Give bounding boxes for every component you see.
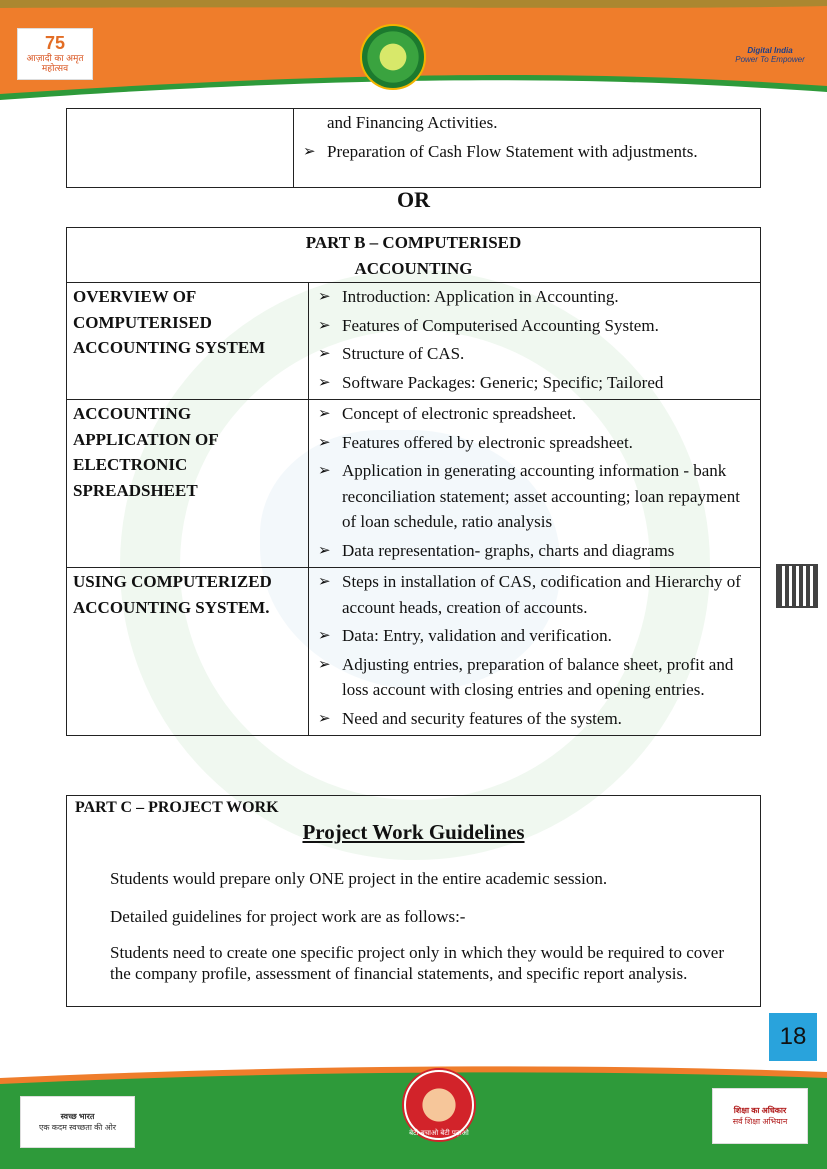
state-emblem-icon — [360, 24, 426, 90]
list-item: ➢ Preparation of Cash Flow Statement with adjustments. — [301, 139, 753, 165]
continuation-table — [66, 108, 761, 188]
points-cell — [309, 283, 761, 400]
points-cell — [309, 400, 761, 568]
paragraph: Detailed guidelines for project work are as follows:- — [110, 907, 466, 926]
digital-india-text: Digital India — [747, 46, 793, 55]
digital-india-logo — [733, 38, 807, 72]
or-separator: OR — [397, 187, 430, 212]
list-item: ➢ Data: Entry, validation and verification. — [316, 623, 753, 649]
list-item: ➢ Concept of electronic spreadsheet. — [316, 401, 753, 427]
list-item: and Financing Activities. — [327, 113, 498, 132]
table-row — [67, 400, 761, 568]
points-cell — [309, 568, 761, 736]
part-b-table — [66, 227, 761, 736]
swachh-bharat-tagline: एक कदम स्वच्छता की ओर — [38, 1123, 117, 1132]
list-item: ➢ Features offered by electronic spreadsheet. — [316, 430, 753, 456]
part-b-title-line2: ACCOUNTING — [354, 259, 473, 278]
logo-number: 75 — [44, 33, 66, 54]
topic-cell: ACCOUNTING APPLICATION OF ELECTRONIC SPREADSHEET — [67, 400, 309, 568]
qr-code-icon[interactable] — [776, 564, 818, 608]
table-row — [67, 568, 761, 736]
list-item: ➢ Features of Computerised Accounting System. — [316, 313, 753, 339]
beti-bachao-logo — [404, 1070, 474, 1140]
rte-sub: सर्व शिक्षा अभियान — [732, 1117, 788, 1126]
paragraph: Students need to create one specific project only in which they would be required to cover the company profile, assessment of financial statements, and specific report analysis. — [110, 943, 724, 983]
empty-topic-cell — [67, 109, 294, 188]
list-item: ➢ Application in generating accounting information - bank reconciliation statement; asset accounting; loan repayment of loan schedule, ratio analysis — [316, 458, 753, 535]
list-item: ➢ Software Packages: Generic; Specific; Tailored — [316, 370, 753, 396]
part-c-label: PART C – PROJECT WORK — [75, 799, 279, 816]
list-item: ➢ Introduction: Application in Accounting. — [316, 284, 753, 310]
part-c-box — [66, 795, 761, 1007]
table-row — [67, 283, 761, 400]
list-item: ➢ Structure of CAS. — [316, 341, 753, 367]
beti-bachao-text: बेटी बचाओ बेटी पढ़ाओ — [409, 1129, 469, 1137]
right-to-education-logo — [712, 1088, 808, 1144]
list-item: ➢ Data representation- graphs, charts and diagrams — [316, 538, 753, 564]
rte-text: शिक्षा का अधिकार — [733, 1106, 787, 1115]
part-b-heading — [67, 228, 761, 283]
continuation-points — [294, 109, 761, 188]
page-number: 18 — [769, 1013, 817, 1061]
topic-cell: OVERVIEW OF COMPUTERISED ACCOUNTING SYSTEM — [67, 283, 309, 400]
project-work-title: Project Work Guidelines — [302, 820, 525, 844]
part-b-title-line1: PART B – COMPUTERISED — [305, 233, 522, 252]
swachh-bharat-text: स्वच्छ भारत — [60, 1112, 95, 1121]
swachh-bharat-logo — [20, 1096, 135, 1148]
paragraph: Students would prepare only ONE project in the entire academic session. — [110, 869, 608, 888]
list-item: ➢ Need and security features of the system. — [316, 706, 753, 732]
logo-text: आज़ादी का अमृत महोत्सव — [26, 53, 84, 73]
topic-cell: USING COMPUTERIZED ACCOUNTING SYSTEM. — [67, 568, 309, 736]
digital-india-tagline: Power To Empower — [735, 55, 805, 64]
list-item: ➢ Steps in installation of CAS, codification and Hierarchy of account heads, creation of accounts. — [316, 569, 753, 620]
list-item: ➢ Adjusting entries, preparation of balance sheet, profit and loss account with closing entries and opening entries. — [316, 652, 753, 703]
azadi-ka-amrit-mahotsav-logo — [17, 28, 93, 80]
